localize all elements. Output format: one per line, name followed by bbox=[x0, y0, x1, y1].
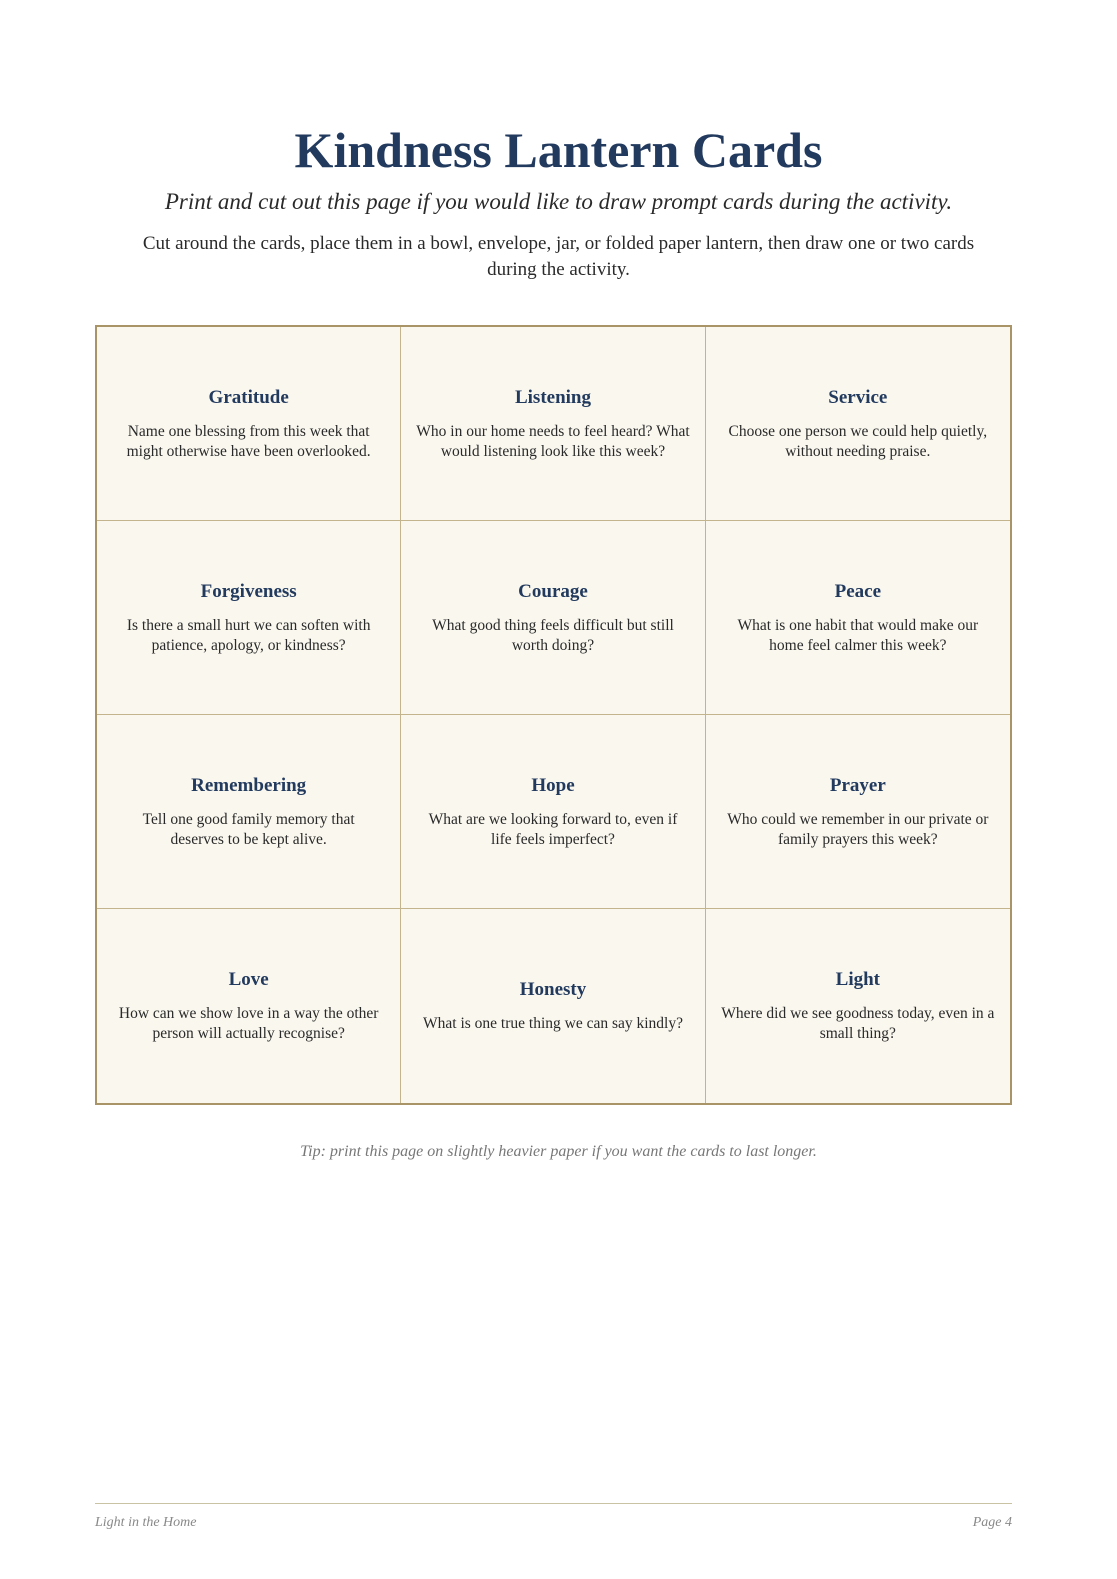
card-title: Peace bbox=[834, 580, 882, 602]
card-title: Courage bbox=[518, 580, 588, 602]
card-gratitude bbox=[97, 327, 401, 521]
card-prompt: How can we show love in a way the other person will actually recognise? bbox=[118, 1005, 379, 1042]
card-title: Honesty bbox=[519, 979, 587, 1000]
card-title: Light bbox=[835, 969, 880, 990]
card-light bbox=[706, 909, 1010, 1103]
card-love bbox=[97, 909, 401, 1103]
card-title: Prayer bbox=[829, 774, 886, 796]
card-prompt: Is there a small hurt we can soften with patience, apology, or kindness? bbox=[126, 616, 371, 654]
card-prompt: What are we looking forward to, even if life feels imperfect? bbox=[428, 810, 678, 848]
card-prompt: What is one habit that would make our home feel calmer this week? bbox=[737, 616, 979, 654]
card-service bbox=[706, 327, 1010, 521]
card-honesty bbox=[401, 909, 705, 1103]
card-prompt: Tell one good family memory that deserves to be kept alive. bbox=[142, 810, 355, 848]
footer-page-number: Page 4 bbox=[972, 1515, 1012, 1530]
footer-divider bbox=[95, 1503, 1012, 1504]
card-remembering bbox=[97, 715, 401, 909]
card-prompt: Choose one person we could help quietly, without needing praise. bbox=[728, 422, 988, 460]
card-courage bbox=[401, 521, 705, 715]
card-prompt: What is one true thing we can say kindly? bbox=[423, 1015, 683, 1032]
card-title: Gratitude bbox=[208, 386, 289, 408]
footer-publication-name: Light in the Home bbox=[95, 1515, 197, 1530]
tip-text: Tip: print this page on slightly heavier paper if you want the cards to last longer. bbox=[300, 1143, 817, 1160]
card-prompt: Who could we remember in our private or family prayers this week? bbox=[727, 810, 989, 848]
card-prompt: Where did we see goodness today, even in a small thing? bbox=[721, 1005, 995, 1042]
card-title: Love bbox=[228, 969, 269, 990]
card-grid bbox=[95, 325, 1012, 1105]
card-prompt: Name one blessing from this week that might otherwise have been overlooked. bbox=[126, 422, 371, 460]
card-title: Remembering bbox=[191, 774, 307, 796]
card-prompt: What good thing feels difficult but still worth doing? bbox=[432, 616, 674, 654]
card-title: Service bbox=[828, 386, 888, 408]
page-title: Kindness Lantern Cards bbox=[294, 122, 823, 178]
page-subtitle: Print and cut out this page if you would like to draw prompt cards during the activity. bbox=[164, 189, 953, 214]
card-prayer bbox=[706, 715, 1010, 909]
card-peace bbox=[706, 521, 1010, 715]
intro-text: Cut around the cards, place them in a bowl, envelope, jar, or folded paper lantern, then draw one or two cards during the activity. bbox=[142, 233, 975, 280]
card-forgiveness bbox=[97, 521, 401, 715]
card-hope bbox=[401, 715, 705, 909]
card-listening bbox=[401, 327, 705, 521]
card-title: Listening bbox=[514, 386, 591, 408]
card-prompt: Who in our home needs to feel heard? What would listening look like this week? bbox=[416, 422, 690, 460]
card-title: Forgiveness bbox=[200, 580, 297, 602]
card-title: Hope bbox=[531, 774, 575, 796]
